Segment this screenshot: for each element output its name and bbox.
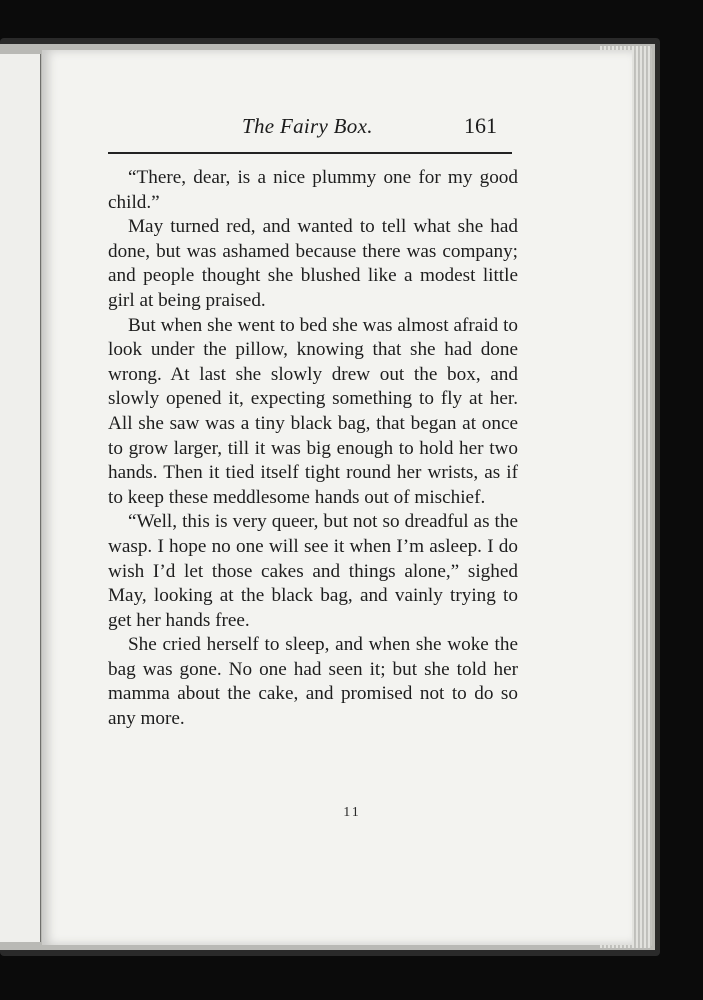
signature-mark: 11 — [343, 805, 361, 820]
paragraph: “Well, this is very queer, but not so dreadful as the wasp. I hope no one will see it when I’m asleep. I do wish I’d let those cakes and things alone,” sighed May, looking at the black bag, and vainly trying to get her hands free. — [108, 511, 518, 631]
header-rule — [108, 152, 512, 154]
running-title: The Fairy Box. — [242, 114, 373, 138]
body-text — [108, 166, 518, 732]
book-page — [42, 50, 632, 945]
paragraph: But when she went to bed she was almost afraid to look under the pillow, knowing that she had done wrong. At last she slowly drew out the box, and slowly opened it, expecting something to fly at her. All she saw was a tiny black bag, that began at once to grow larger, till it was big enough to hold her two hands. Then it tied itself tight round her wrists, as if to keep these meddlesome hands out of mischief. — [108, 314, 518, 508]
paragraph: “There, dear, is a nice plummy one for my good child.” — [108, 167, 518, 213]
paragraph: She cried herself to sleep, and when she woke the bag was gone. No one had seen it; but she told her mamma about the cake, and promised not to do so any more. — [108, 634, 518, 730]
paragraph: May turned red, and wanted to tell what she had done, but was ashamed because there was company; and people thought she blushed like a modest little girl at being praised. — [108, 216, 518, 311]
page-number: 161 — [464, 113, 497, 138]
left-page-edge — [0, 54, 41, 942]
